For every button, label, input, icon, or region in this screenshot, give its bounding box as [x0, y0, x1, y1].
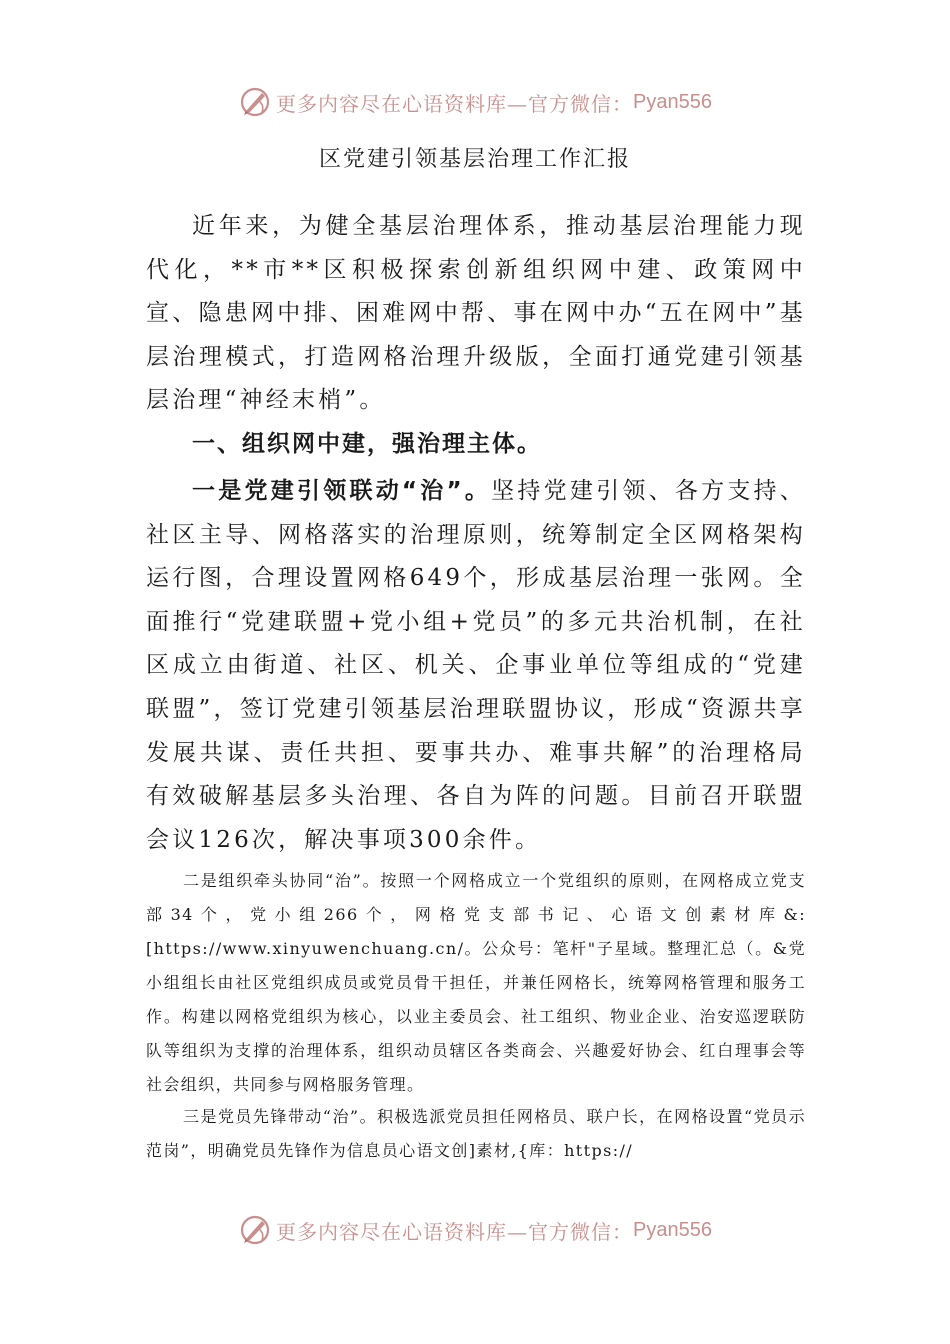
section-heading-1: 一、组织网中建，强治理主体。 [192, 431, 542, 457]
paragraph-party-member-vanguard: 三是党员先锋带动“治”。积极选派党员担任网格员、联户长，在网格设置“党员示范岗”，明确党员先锋作为信息员心语文创]素材,{库：https:// [146, 1107, 806, 1160]
paragraph-party-building-linkage [146, 470, 806, 862]
watermark-contact: Pyan556 [633, 1218, 712, 1241]
watermark-banner-top [0, 82, 950, 122]
quill-pen-logo-icon [238, 85, 272, 119]
watermark-contact: Pyan556 [633, 90, 712, 113]
paragraph-organization-coordination: 二是组织牵头协同“治”。按照一个网格成立一个党组织的原则，在网格成立党支部34个，党小组266个，网格党支部书记、心语文创素材库&:[https://www.xinyuwenchuang.cn/。公众号：笔杆"子星域。整理汇总（。&党小组组长由社区党组织成员或党员骨干担任，并兼任网格长，统筹网格管理和服务工作。构建以网格党组织为核心，以业主委员会、社工组织、物业企业、治安巡逻联防队等组织为支撑的治理体系，组织动员辖区各类商会、兴趣爱好协会、红白理事会等社会组织，共同参与网格服务管理。 [146, 871, 806, 1094]
paragraph-body: 坚持党建引领、各方支持、社区主导、网格落实的治理原则，统筹制定全区网格架构运行图，合理设置网格649个，形成基层治理一张网。全面推行“党建联盟+党小组+党员”的多元共治机制，在社区成立由街道、社区、机关、企事业单位等组成的“党建联盟”，签订党建引领基层治理联盟协议，形成“资源共享发展共谋、责任共担、要事共办、难事共解”的治理格局有效破解基层多头治理、各自为阵的问题。目前召开联盟会议126次，解决事项300余件。 [146, 478, 806, 853]
document-title: 区党建引领基层治理工作汇报 [318, 147, 631, 172]
watermark-banner-bottom [0, 1210, 950, 1250]
intro-paragraph: 近年来，为健全基层治理体系，推动基层治理能力现代化，**市**区积极探索创新组织网中建、政策网中宣、隐患网中排、困难网中帮、事在网中办“五在网中”基层治理模式，打造网格治理升级版，全面打通党建引领基层治理“神经末梢”。 [146, 213, 806, 414]
paragraph-lead: 一是党建引领联动“治”。 [192, 478, 492, 504]
watermark-text: 更多内容尽在心语资料库—官方微信： [276, 91, 634, 116]
quill-pen-logo-icon [238, 1213, 272, 1247]
watermark-text: 更多内容尽在心语资料库—官方微信： [276, 1219, 634, 1244]
